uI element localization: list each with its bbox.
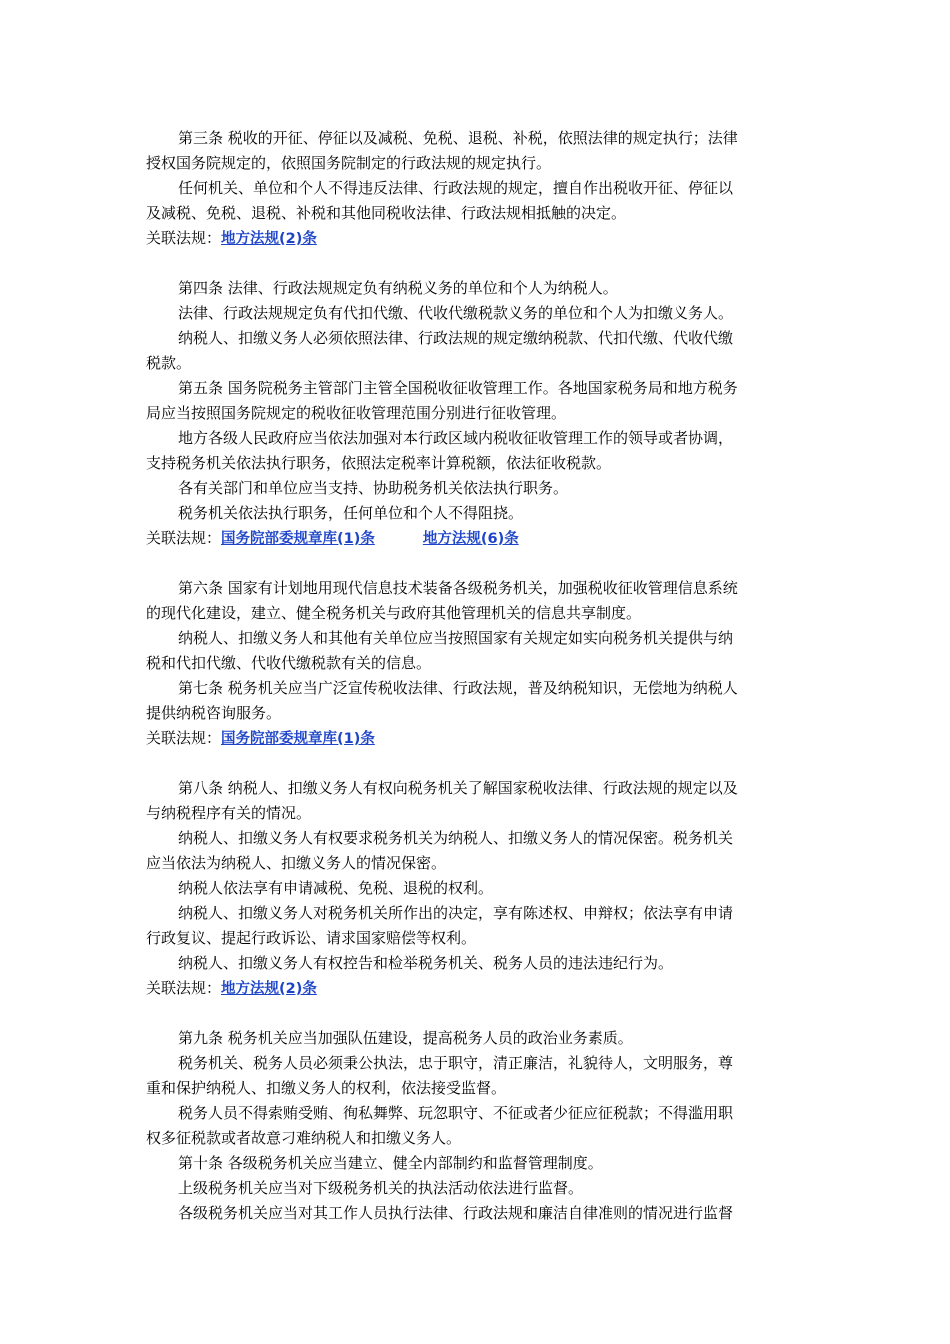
text-line: 法律、行政法规规定负有代扣代缴、代收代缴税款义务的单位和个人为扣缴义务人。 <box>178 304 734 322</box>
article-block <box>146 776 806 1026</box>
related-regulations-row <box>146 526 806 551</box>
block-spacer <box>146 551 806 576</box>
related-regulation-link[interactable]: 地方法规(2)条 <box>221 981 317 997</box>
text-line: 纳税人、扣缴义务人对税务机关所作出的决定，享有陈述权、申辩权；依法享有申请 <box>178 904 734 922</box>
text-line: 纳税人、扣缴义务人必须依照法律、行政法规的规定缴纳税款、代扣代缴、代收代缴 <box>178 329 734 347</box>
text-line: 纳税人、扣缴义务人有权要求税务机关为纳税人、扣缴义务人的情况保密。税务机关 <box>178 829 734 847</box>
text-line: 任何机关、单位和个人不得违反法律、行政法规的规定，擅自作出税收开征、停征以 <box>178 179 734 197</box>
text-line: 重和保护纳税人、扣缴义务人的权利，依法接受监督。 <box>146 1079 507 1097</box>
block-spacer <box>146 1001 806 1026</box>
related-regulations-label: 关联法规： <box>146 229 222 247</box>
text-line: 第十条 各级税务机关应当建立、健全内部制约和监督管理制度。 <box>178 1154 603 1172</box>
related-regulation-link[interactable]: 国务院部委规章库(1)条 <box>221 731 375 747</box>
text-line: 及减税、免税、退税、补税和其他同税收法律、行政法规相抵触的决定。 <box>146 204 627 222</box>
related-regulation-link[interactable]: 国务院部委规章库(1)条 <box>221 531 375 547</box>
text-line: 纳税人依法享有申请减税、免税、退税的权利。 <box>178 879 494 897</box>
text-line: 地方各级人民政府应当依法加强对本行政区域内税收征收管理工作的领导或者协调， <box>178 429 734 447</box>
document-page <box>146 126 806 1226</box>
related-regulations-row <box>146 226 806 251</box>
related-regulations-row <box>146 976 806 1001</box>
text-line: 支持税务机关依法执行职务，依照法定税率计算税额，依法征收税款。 <box>146 454 612 472</box>
text-line: 各级税务机关应当对其工作人员执行法律、行政法规和廉洁自律准则的情况进行监督 <box>178 1204 734 1222</box>
text-line: 应当依法为纳税人、扣缴义务人的情况保密。 <box>146 854 447 872</box>
text-line: 授权国务院规定的，依照国务院制定的行政法规的规定执行。 <box>146 154 552 172</box>
text-line: 税款。 <box>146 354 192 372</box>
text-line: 权多征税款或者故意刁难纳税人和扣缴义务人。 <box>146 1129 462 1147</box>
block-spacer <box>146 751 806 776</box>
block-spacer <box>146 251 806 276</box>
text-line: 第八条 纳税人、扣缴义务人有权向税务机关了解国家税收法律、行政法规的规定以及 <box>178 779 738 797</box>
text-line: 局应当按照国务院规定的税收征收管理范围分别进行征收管理。 <box>146 404 567 422</box>
text-line: 各有关部门和单位应当支持、协助税务机关依法执行职务。 <box>178 479 569 497</box>
text-line: 与纳税程序有关的情况。 <box>146 804 312 822</box>
text-line: 第四条 法律、行政法规规定负有纳税义务的单位和个人为纳税人。 <box>178 279 618 297</box>
text-line: 提供纳税咨询服务。 <box>146 704 282 722</box>
text-line: 行政复议、提起行政诉讼、请求国家赔偿等权利。 <box>146 929 477 947</box>
text-line: 税和代扣代缴、代收代缴税款有关的信息。 <box>146 654 432 672</box>
text-line: 第三条 税收的开征、停征以及减税、免税、退税、补税，依照法律的规定执行；法律 <box>178 129 738 147</box>
text-line: 税务机关依法执行职务，任何单位和个人不得阻挠。 <box>178 504 524 522</box>
text-line: 税务人员不得索贿受贿、徇私舞弊、玩忽职守、不征或者少征应征税款；不得滥用职 <box>178 1104 734 1122</box>
text-line: 纳税人、扣缴义务人和其他有关单位应当按照国家有关规定如实向税务机关提供与纳 <box>178 629 734 647</box>
text-line: 第七条 税务机关应当广泛宣传税收法律、行政法规，普及纳税知识，无偿地为纳税人 <box>178 679 738 697</box>
text-line: 第六条 国家有计划地用现代信息技术装备各级税务机关，加强税收征收管理信息系统 <box>178 579 738 597</box>
related-regulation-link[interactable]: 地方法规(6)条 <box>422 531 519 547</box>
article-block <box>146 276 806 576</box>
article-block <box>146 1026 806 1226</box>
text-line: 第五条 国务院税务主管部门主管全国税收征收管理工作。各地国家税务局和地方税务 <box>178 379 738 397</box>
article-block <box>146 576 806 776</box>
related-regulations-row <box>146 726 806 751</box>
text-line: 税务机关、税务人员必须秉公执法，忠于职守，清正廉洁，礼貌待人，文明服务，尊 <box>178 1054 734 1072</box>
related-regulations-label: 关联法规： <box>146 729 222 747</box>
text-line: 纳税人、扣缴义务人有权控告和检举税务机关、税务人员的违法违纪行为。 <box>178 954 674 972</box>
text-line: 第九条 税务机关应当加强队伍建设，提高税务人员的政治业务素质。 <box>178 1029 633 1047</box>
related-regulations-label: 关联法规： <box>146 979 222 997</box>
text-line: 上级税务机关应当对下级税务机关的执法活动依法进行监督。 <box>178 1179 584 1197</box>
related-regulations-label: 关联法规： <box>146 529 222 547</box>
article-block <box>146 126 806 276</box>
related-regulation-link[interactable]: 地方法规(2)条 <box>221 231 317 247</box>
text-line: 的现代化建设，建立、健全税务机关与政府其他管理机关的信息共享制度。 <box>146 604 642 622</box>
